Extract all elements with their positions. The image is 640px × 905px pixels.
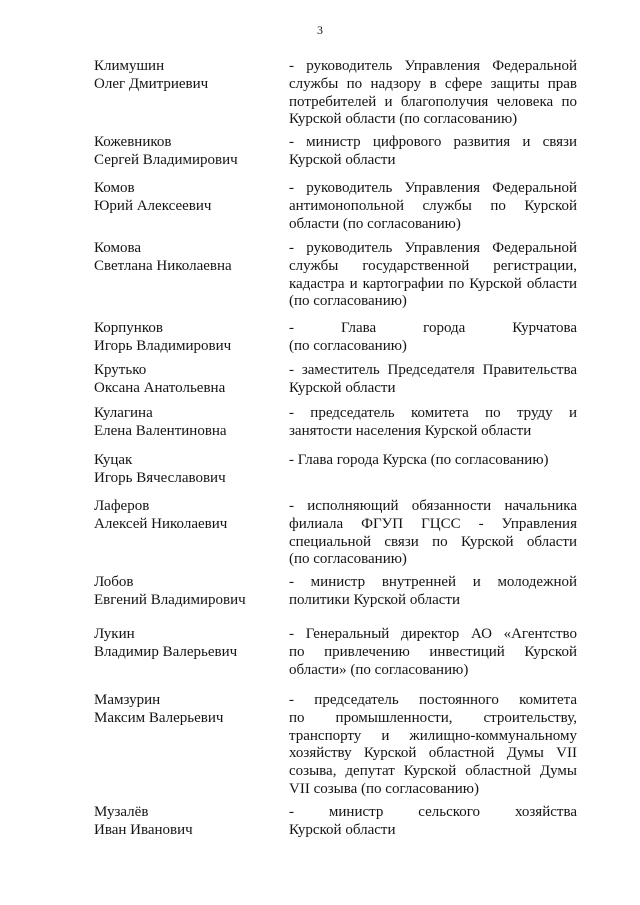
member-name [94,240,274,276]
member-surname: Комов [94,180,135,196]
member-surname: Куцак [94,452,133,468]
member-name [94,626,274,662]
position-line: области» (по согласованию) [289,661,469,678]
member-position [289,574,577,610]
member-given-names: Олег Дмитриевич [94,75,209,92]
position-line: занятости населения Курской области [289,422,532,439]
position-line: хозяйству Курской областной Думы VII [289,745,577,762]
member-name [94,320,274,356]
position-line: по привлечению инвестиций Курской [289,643,577,660]
member-given-names: Владимир Валерьевич [94,643,238,660]
member-position [289,626,577,679]
position-line: - министр сельского хозяйства [289,804,577,820]
position-line: VII созыва (по согласованию) [289,780,479,797]
member-position [289,134,577,170]
position-line: - Генеральный директор АО «Агентство [289,626,577,642]
position-line: области (по согласованию) [289,215,461,232]
member-given-names: Елена Валентиновна [94,422,227,439]
member-given-names: Максим Валерьевич [94,709,224,726]
position-line: созыва, депутат Курской областной Думы [289,763,577,780]
member-position [289,240,577,311]
member-given-names: Светлана Николаевна [94,257,232,274]
position-line: службы государственной регистрации, [289,257,577,274]
member-given-names: Юрий Алексеевич [94,197,212,214]
position-line: Курской области (по согласованию) [289,111,518,128]
position-line: Курской области [289,151,396,168]
position-line: службы по надзору в сфере защиты прав [289,75,577,92]
member-position [289,58,577,129]
position-line: (по согласованию) [289,293,407,310]
member-surname: Кулагина [94,405,153,421]
position-line: - председатель комитета по труду и [289,405,577,421]
position-line: - Глава города Курска (по согласованию) [289,452,549,468]
position-line: потребителей и благополучия человека по [289,93,577,110]
member-name [94,134,274,170]
position-line: филиала ФГУП ГЦСС - Управления [289,515,577,532]
member-position [289,405,577,441]
member-given-names: Оксана Анатольевна [94,379,226,396]
position-line: - председатель постоянного комитета [289,692,577,708]
member-name [94,58,274,94]
position-line: - руководитель Управления Федеральной [289,240,577,256]
member-name [94,498,274,534]
member-given-names: Сергей Владимирович [94,151,238,168]
member-name [94,452,274,488]
position-line: (по согласованию) [289,337,407,354]
member-surname: Лаферов [94,498,150,514]
member-surname: Музалёв [94,804,149,820]
member-position [289,804,577,840]
position-line: - министр внутренней и молодежной [289,574,577,590]
member-position [289,452,577,470]
member-name [94,804,274,840]
position-line: - исполняющий обязанности начальника [289,498,577,514]
position-line: - руководитель Управления Федеральной [289,58,577,74]
position-line: антимонопольной службы по Курской [289,197,577,214]
member-name [94,180,274,216]
position-line: транспорту и жилищно-коммунальному [289,727,577,744]
member-name [94,692,274,728]
position-line: - заместитель Председателя Правительства [289,362,577,378]
member-given-names: Евгений Владимирович [94,591,246,608]
member-position [289,180,577,233]
member-given-names: Игорь Вячеславович [94,469,226,486]
member-given-names: Игорь Владимирович [94,337,232,354]
position-line: Курской области [289,379,396,396]
member-name [94,574,274,610]
member-position [289,498,577,569]
member-surname: Климушин [94,58,165,74]
position-line: Курской области [289,821,396,838]
member-name [94,405,274,441]
position-line: - руководитель Управления Федеральной [289,180,577,196]
position-line: - министр цифрового развития и связи [289,134,577,150]
position-line: специальной связи по Курской области [289,533,577,550]
member-name [94,362,274,398]
member-surname: Лобов [94,574,134,590]
member-position [289,320,577,356]
member-surname: Крутько [94,362,147,378]
position-line: политики Курской области [289,591,460,608]
position-line: (по согласованию) [289,551,407,568]
position-line: по промышленности, строительству, [289,709,577,726]
member-position [289,692,577,799]
member-surname: Кожевников [94,134,172,150]
member-given-names: Алексей Николаевич [94,515,228,532]
member-surname: Лукин [94,626,135,642]
member-position [289,362,577,398]
member-surname: Корпунков [94,320,163,336]
member-surname: Мамзурин [94,692,161,708]
member-surname: Комова [94,240,142,256]
member-given-names: Иван Иванович [94,821,193,838]
position-line: кадастра и картографии по Курской области [289,275,577,292]
position-line: - Глава города Курчатова [289,320,577,336]
page-number: 3 [317,23,323,37]
